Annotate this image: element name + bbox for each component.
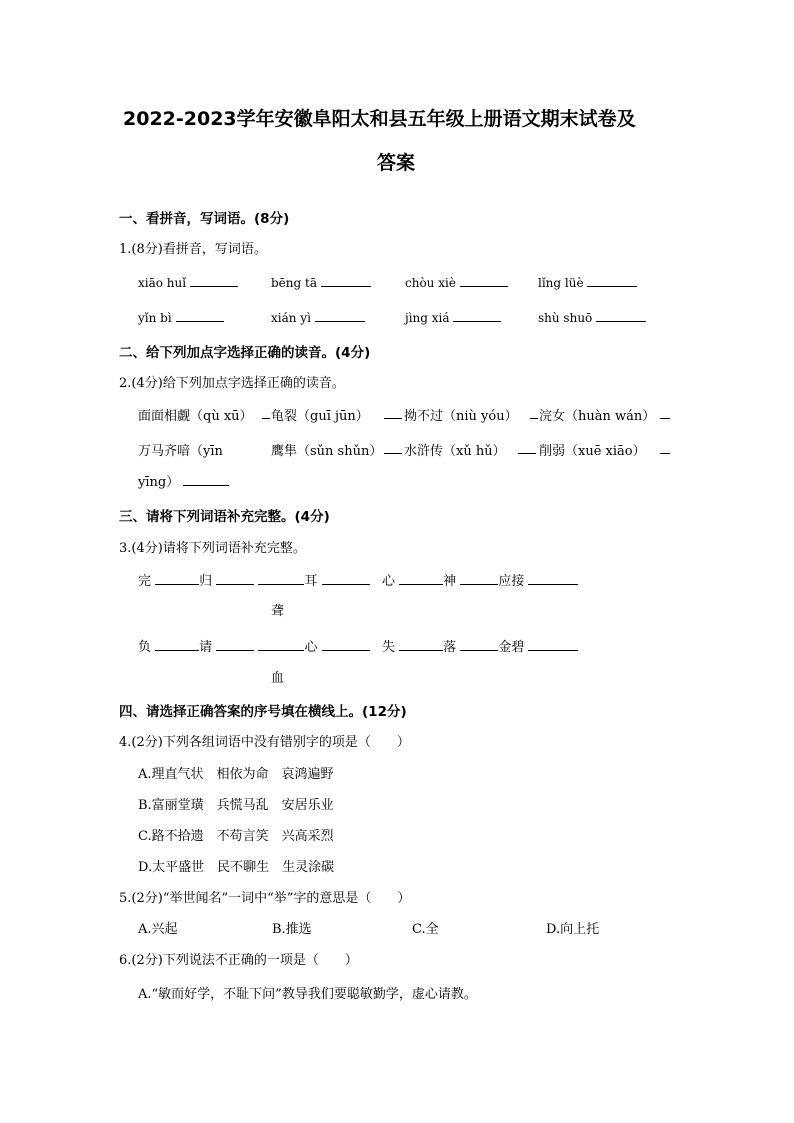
- section-3-heading: 三、请将下列词语补充完整。(4分): [119, 509, 330, 525]
- reading-item: 拗不过（niù yóu）: [404, 409, 518, 424]
- answer-blank[interactable]: [176, 309, 224, 322]
- pinyin-item: shù shuō: [538, 309, 646, 325]
- answer-blank[interactable]: [453, 309, 501, 322]
- answer-blank[interactable]: [460, 274, 508, 287]
- pinyin-item: jìng xiá: [405, 309, 501, 325]
- answer-blank[interactable]: [587, 274, 637, 287]
- reading-item: 削弱（xuē xiāo）: [539, 444, 646, 459]
- pinyin-item: bēng tā: [271, 274, 371, 290]
- q4-option-c: C.路不拾遗 不苟言笑 兴高采烈: [138, 829, 334, 844]
- page-title: 2022-2023学年安徽阜阳太和县五年级上册语文期末试卷及: [123, 108, 636, 130]
- answer-blank[interactable]: [155, 638, 199, 651]
- section-4-heading: 四、请选择正确答案的序号填在横线上。(12分): [119, 704, 407, 720]
- q5-option-a: A.兴起: [138, 922, 178, 937]
- idiom-wrap-char: 聋: [271, 604, 285, 619]
- q3-stem: 3.(4分)请将下列词语补充完整。: [119, 541, 306, 556]
- pinyin-item: xián yì: [271, 309, 365, 325]
- q6-option-a: A.“敏而好学，不耻下问”教导我们要聪敏勤学，虚心请教。: [138, 987, 477, 1002]
- reading-item: 水浒传（xǔ hǔ）: [404, 444, 506, 459]
- page-title-line2: 答案: [377, 152, 416, 174]
- answer-blank[interactable]: [384, 406, 402, 419]
- answer-blank[interactable]: [460, 638, 498, 651]
- section-1-heading: 一、看拼音，写词语。(8分): [119, 211, 290, 227]
- reading-item-wrap: yīng）: [138, 471, 229, 490]
- q1-stem: 1.(8分)看拼音，写词语。: [119, 242, 267, 257]
- answer-blank[interactable]: [660, 441, 670, 454]
- pinyin-item: xiāo huǐ: [138, 274, 238, 290]
- q4-option-a: A.理直气状 相依为命 哀鸿遍野: [138, 767, 334, 782]
- idiom-row-2: 负 请 心 失 落 金碧: [138, 636, 578, 655]
- answer-blank[interactable]: [258, 572, 304, 585]
- q5-stem: 5.(2分)“举世闻名”一词中“举”字的意思是（ ）: [119, 891, 411, 906]
- q5-option-d: D.向上托: [546, 922, 600, 937]
- answer-blank[interactable]: [155, 572, 199, 585]
- q5-option-c: C.全: [412, 922, 439, 937]
- answer-blank[interactable]: [660, 406, 670, 419]
- q6-stem: 6.(2分)下列说法不正确的一项是（ ）: [119, 953, 358, 968]
- pinyin-item: lǐng lüè: [538, 274, 637, 290]
- answer-blank[interactable]: [530, 406, 538, 419]
- reading-item: 万马齐喑（yīn: [138, 444, 223, 459]
- answer-blank[interactable]: [399, 572, 443, 585]
- answer-blank[interactable]: [528, 638, 578, 651]
- answer-blank[interactable]: [315, 309, 365, 322]
- q4-option-b: B.富丽堂璜 兵慌马乱 安居乐业: [138, 798, 334, 813]
- reading-item: 面面相觑（qù xū）: [138, 409, 253, 424]
- answer-blank[interactable]: [399, 638, 443, 651]
- q5-option-b: B.推选: [272, 922, 312, 937]
- answer-blank[interactable]: [190, 274, 238, 287]
- answer-blank[interactable]: [262, 406, 270, 419]
- answer-blank[interactable]: [518, 441, 536, 454]
- answer-blank[interactable]: [322, 572, 370, 585]
- pinyin-item: yǐn bì: [138, 309, 224, 325]
- answer-blank[interactable]: [321, 274, 371, 287]
- answer-blank[interactable]: [216, 572, 254, 585]
- q4-stem: 4.(2分)下列各组词语中没有错别字的项是（ ）: [119, 735, 410, 750]
- reading-item: 浣女（huàn wán）: [539, 409, 656, 424]
- idiom-row-1: 完 归 耳 心 神 应接: [138, 570, 578, 589]
- reading-item: 鹰隼（sǔn shǔn）: [271, 444, 383, 459]
- answer-blank[interactable]: [384, 441, 402, 454]
- answer-blank[interactable]: [183, 473, 229, 486]
- idiom-wrap-char: 血: [271, 671, 285, 686]
- answer-blank[interactable]: [258, 638, 304, 651]
- answer-blank[interactable]: [216, 638, 254, 651]
- pinyin-item: chòu xiè: [405, 274, 508, 290]
- answer-blank[interactable]: [460, 572, 498, 585]
- section-2-heading: 二、给下列加点字选择正确的读音。(4分): [119, 345, 371, 361]
- q4-option-d: D.太平盛世 民不聊生 生灵涂碳: [138, 860, 335, 875]
- reading-item: 龟裂（guī jūn）: [271, 409, 369, 424]
- answer-blank[interactable]: [596, 309, 646, 322]
- answer-blank[interactable]: [528, 572, 578, 585]
- q2-stem: 2.(4分)给下列加点字选择正确的读音。: [119, 376, 345, 391]
- answer-blank[interactable]: [322, 638, 370, 651]
